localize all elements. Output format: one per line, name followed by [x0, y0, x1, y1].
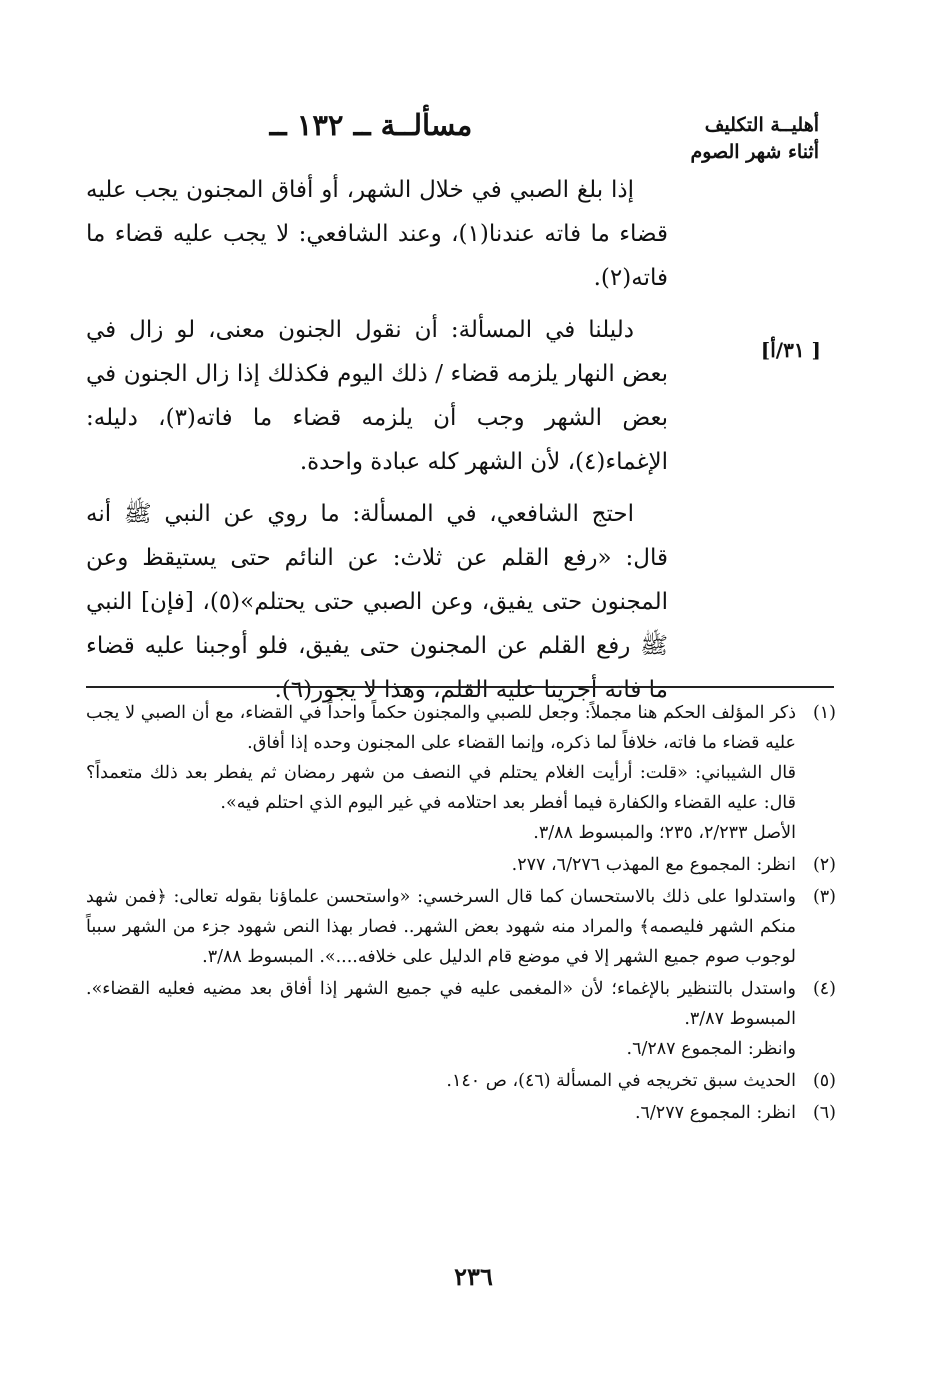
footnote [86, 1066, 836, 1096]
footnote-line: قال الشيباني: «قلت: أرأيت الغلام يحتلم في النصف من شهر رمضان ثم يفطر بعد ذلك متعمداً؟ قال: عليه القضاء والكفارة فيما أفطر بعد احتلامه في غير اليوم الذي احتلم فيه». [86, 763, 796, 813]
footnote [86, 974, 836, 1064]
paragraph-statement: إذا بلغ الصبي في خلال الشهر، أو أفاق المجنون يجب عليه قضاء ما فاته عندنا(١)، وعند الشافعي: لا يجب عليه قضاء ما فاته(٢). [86, 177, 668, 291]
footnote-body [86, 850, 796, 880]
footnote [86, 698, 836, 848]
footnote-line: الأصل ٢/٢٣٣، ٢٣٥؛ والمبسوط ٣/٨٨. [533, 823, 796, 843]
page-number: ٢٣٦ [454, 1262, 493, 1291]
footnote-line: انظر: المجموع ٦/٢٧٧. [634, 1103, 796, 1123]
footnote-body [86, 974, 796, 1064]
masala-title: مسألــة ــ ١٣٢ ــ [269, 108, 473, 142]
footnote-number: (٦) [812, 1103, 836, 1123]
footnote-line: وانظر: المجموع ٦/٢٨٧. [626, 1039, 796, 1059]
footnote [86, 850, 836, 880]
footnote-line: ذكر المؤلف الحكم هنا مجملاً: وجعل للصبي والمجنون حكماً واحداً في القضاء، مع أن الصبي لا يجب عليه قضاء ما فاته، خلافاً لما ذكره، وإنما القضاء على المجنون وحده إذا أفاق. [86, 703, 796, 753]
side-title-line-2: أثناء شهر الصوم [690, 141, 819, 163]
side-title [659, 112, 819, 166]
footnote-number: (٥) [812, 1071, 836, 1091]
main-text [86, 168, 668, 720]
footnote-number: (١) [812, 703, 836, 723]
footnote-line: واستدلوا على ذلك بالاستحسان كما قال السرخسي: «واستحسن علماؤنا بقوله تعالى: ﴿فمن شهد منكم الشهر فليصمه﴾ والمراد منه شهود بعض الشهر.. فصار بهذا النص شهود جزء من الشهر سبباً لوجوب صوم جميع الشهر إلا في موضع قام الدليل على خلافه....». المبسوط ٣/٨٨. [86, 887, 796, 967]
footnote-body [86, 1098, 796, 1128]
footnote-number: (٣) [812, 887, 836, 907]
side-title-line-1: أهليــة التكليف [704, 114, 819, 136]
footnote-body [86, 698, 796, 848]
footnote [86, 1098, 836, 1128]
footnote-body [86, 882, 796, 972]
manuscript-folio-reference: [ ٣١/أ] [760, 338, 821, 362]
paragraph-counter-argument: احتج الشافعي، في المسألة: ما روي عن النبي ﷺ أنه قال: «رفع القلم عن ثلاث: عن النائم حتى يستيقظ وعن المجنون حتى يفيق، وعن الصبي حتى يحتلم»(٥)، [فإن] النبي ﷺ رفع القلم عن المجنون حتى يفيق، فلو أوجبنا عليه قضاء ما فاته أجرينا عليه القلم، وهذا لا يجوز(٦). [86, 501, 668, 703]
footnotes [86, 698, 836, 1130]
footnote-number: (٢) [812, 855, 836, 875]
footnote-number: (٤) [812, 979, 836, 999]
footnote-line: انظر: المجموع مع المهذب ٦/٢٧٦، ٢٧٧. [511, 855, 796, 875]
footnote [86, 882, 836, 972]
footnote-line: الحديث سبق تخريجه في المسألة (٤٦)، ص ١٤٠. [446, 1071, 796, 1091]
footnote-divider [86, 686, 834, 688]
footnote-body [86, 1066, 796, 1096]
paragraph-evidence: دليلنا في المسألة: أن نقول الجنون معنى، لو زال في بعض النهار يلزمه قضاء / ذلك اليوم فكذلك إذا زال الجنون في بعض الشهر وجب أن يلزمه قضاء ما فاته(٣)، دليله: الإغماء(٤)، لأن الشهر كله عبادة واحدة. [86, 317, 669, 475]
footnote-line: واستدل بالتنظير بالإغماء؛ لأن «المغمى عليه في جميع الشهر إذا أفاق بعد مضيه فعليه القضاء». المبسوط ٣/٨٧. [86, 979, 796, 1029]
